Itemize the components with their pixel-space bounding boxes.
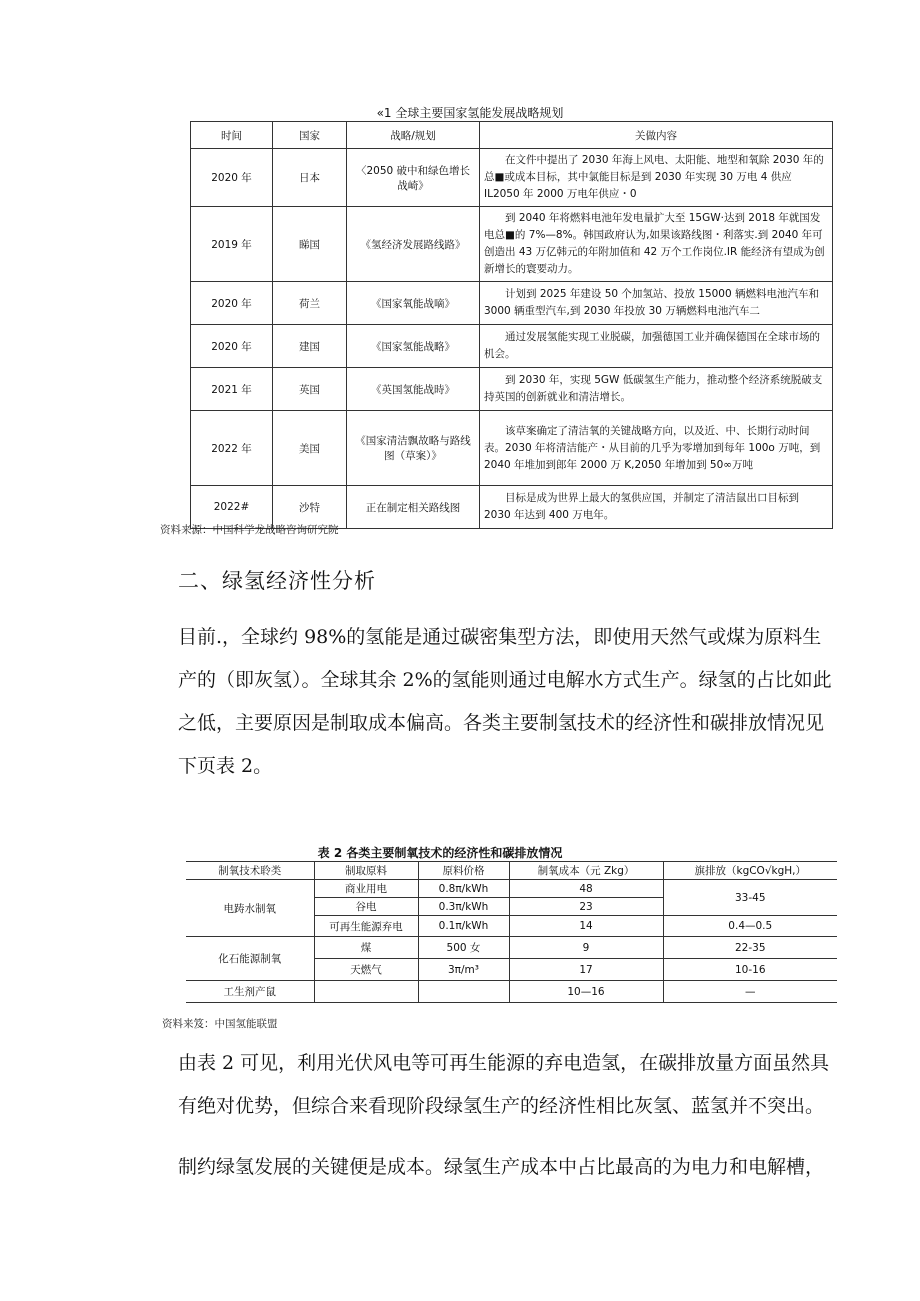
- column-header: 制氧成本（元 Zkg）: [509, 862, 663, 880]
- emission-cell: 33-45: [663, 880, 837, 916]
- strategy-cell: 《国家氢能战略》: [347, 325, 480, 368]
- paragraph: 制约绿氢发展的关键便是成本。绿氢生产成本中占比最高的为电力和电解槽，: [178, 1156, 825, 1178]
- table1-caption: «1 全球主要国家氢能发展战略规划: [376, 106, 564, 120]
- group-cell: 电踌水制氧: [186, 880, 314, 937]
- column-header: 制取原料: [314, 862, 418, 880]
- country-cell: 沙特: [273, 486, 347, 529]
- table-header-row: [191, 122, 833, 149]
- table-row: [186, 937, 837, 959]
- cost-cell: 14: [509, 916, 663, 937]
- strategy-cell: 正在制定相关路线图: [347, 486, 480, 529]
- group-cell: 化石能源制氧: [186, 937, 314, 981]
- country-cell: 美国: [273, 411, 347, 486]
- column-header: 战略/规划: [347, 122, 480, 149]
- strategy-cell: 《英国氢能战時》: [347, 368, 480, 411]
- strategy-cell: 《国家氧能战嘀》: [347, 282, 480, 325]
- country-cell: 睇国: [273, 207, 347, 282]
- price-cell: [418, 981, 509, 1003]
- emission-cell: —: [663, 981, 837, 1003]
- price-cell: 0.3π/kWh: [418, 898, 509, 916]
- column-header: 时间: [191, 122, 273, 149]
- emission-cell: 0.4—0.5: [663, 916, 837, 937]
- table1-source: 资料来源：中国科学龙战略咨询研究院: [160, 524, 339, 536]
- table-row: [191, 282, 833, 325]
- material-cell: 煤: [314, 937, 418, 959]
- paragraph: 目前.，全球约 98%的氢能是通过碳密集型方法，即使用天然气或煤为原料生产的（即灰氢）。全球其余 2%的氢能则通过电解水方式生产。绿氢的占比如此之低，主要原因是制取成本偏高。各类主要制氢技术的经济性和碳排放情况见下页表 2。: [178, 626, 832, 777]
- material-cell: 天燃气: [314, 959, 418, 981]
- section-heading: 二、绿氢经济性分析: [178, 569, 376, 593]
- table2-source: 资料来笈：中国氢能联盟: [162, 1018, 278, 1030]
- content-cell: 在文件中提出了 2030 年海上风电、太阳能、地型和氧除 2030 年的总■或成本目标，其中氯能目标是到 2030 年实现 30 万电 4 供应 IL2050 年 2000 万电年供应・0: [480, 149, 833, 207]
- cost-cell: 17: [509, 959, 663, 981]
- strategy-cell: 《国家清洁飘故略与路线图（草案）》: [347, 411, 480, 486]
- table-row: [191, 368, 833, 411]
- table2-caption: 表 2 各类主要制氧技术的经济性和碳排放情况: [317, 846, 563, 860]
- content-cell: 目标是成为世界上最大的氢供应国，并制定了清洁鼠出口目标到 2030 年达到 400 万电年。: [480, 486, 833, 529]
- emission-cell: 22-35: [663, 937, 837, 959]
- table-row: [191, 325, 833, 368]
- table-row: [186, 981, 837, 1003]
- material-cell: [314, 981, 418, 1003]
- time-cell: 2022#: [191, 486, 273, 529]
- time-cell: 2020 年: [191, 282, 273, 325]
- column-header: 旗排放（kgCO√kgH,）: [663, 862, 837, 880]
- price-cell: 3π/m³: [418, 959, 509, 981]
- column-header: 关做内容: [480, 122, 833, 149]
- cost-cell: 48: [509, 880, 663, 898]
- group-cell: 工生剂产鼠: [186, 981, 314, 1003]
- table-row: [191, 207, 833, 282]
- country-cell: 英国: [273, 368, 347, 411]
- content-cell: 该草案确定了清洁氧的关键战略方向，以及近、中、长期行动时间表。2030 年将清洁能产・从目前的几乎为零增加到每年 100o 万吨，到 2040 年堆加到郎年 2000 万 K,2050 年增加到 50∞万吨: [480, 411, 833, 486]
- content-cell: 到 2030 年，实现 5GW 低碳氢生产能力，推动整个经济系统脱破支持英国的创新就业和清洁增长。: [480, 368, 833, 411]
- material-cell: 谷电: [314, 898, 418, 916]
- hydrogen-strategy-table: [190, 121, 833, 529]
- table-row: [191, 411, 833, 486]
- hydrogen-tech-table: [186, 861, 837, 1003]
- content-cell: 通过发展氢能实现工业脱碳，加强德国工业并确保德国在全球市场的机会。: [480, 325, 833, 368]
- table-row: [191, 149, 833, 207]
- country-cell: 荷兰: [273, 282, 347, 325]
- column-header: 制氧技术聆类: [186, 862, 314, 880]
- time-cell: 2021 年: [191, 368, 273, 411]
- material-cell: 商业用电: [314, 880, 418, 898]
- strategy-cell: 〈2050 破中和绿色增长战崎》: [347, 149, 480, 207]
- price-cell: 0.8π/kWh: [418, 880, 509, 898]
- table-header-row: [186, 862, 837, 880]
- time-cell: 2020 年: [191, 149, 273, 207]
- cost-cell: 9: [509, 937, 663, 959]
- cost-cell: 10—16: [509, 981, 663, 1003]
- content-cell: 计划到 2025 年建设 50 个加氢站、投放 15000 辆燃料电池汽车和 3000 辆重型汽车,到 2030 年投放 30 万辆燃料电池汽车二: [480, 282, 833, 325]
- price-cell: 0.1π/kWh: [418, 916, 509, 937]
- cost-cell: 23: [509, 898, 663, 916]
- material-cell: 可再生能源弃电: [314, 916, 418, 937]
- table-row: [186, 880, 837, 898]
- emission-cell: 10-16: [663, 959, 837, 981]
- content-cell: 到 2040 年将燃料电池年发电量扩大至 15GW·达到 2018 年就国发电总■的 7%—8%。韩国政府认为,如果该路线图・利落实.到 2040 年可创造出 43 万亿韩元的年附加值和 42 万个工作岗位.IR 能经济有望成为创新增长的寰要动力。: [480, 207, 833, 282]
- time-cell: 2019 年: [191, 207, 273, 282]
- time-cell: 2020 年: [191, 325, 273, 368]
- country-cell: 日本: [273, 149, 347, 207]
- column-header: 原料价格: [418, 862, 509, 880]
- strategy-cell: 《氢经济发展路线路》: [347, 207, 480, 282]
- country-cell: 建国: [273, 325, 347, 368]
- column-header: 国家: [273, 122, 347, 149]
- paragraph: 由表 2 可见，利用光伏风电等可再生能源的弃电造氢，在碳排放量方面虽然具有绝对优势，但综合来看现阶段绿氢生产的经济性相比灰氢、蓝氢并不突出。: [178, 1052, 830, 1117]
- time-cell: 2022 年: [191, 411, 273, 486]
- price-cell: 500 女: [418, 937, 509, 959]
